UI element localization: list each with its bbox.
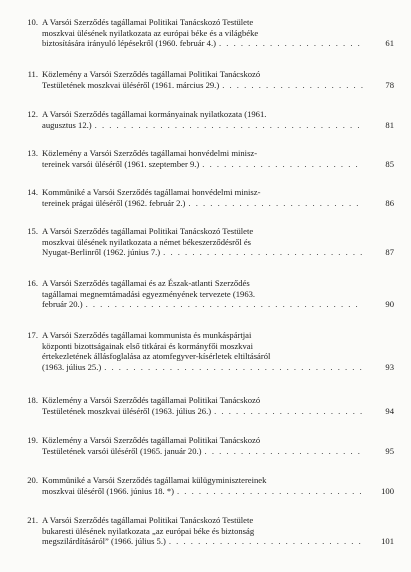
toc-entry bbox=[20, 475, 392, 496]
entry-title-line: Nyugat-Berlinről (1962. június 7.) bbox=[42, 247, 161, 258]
entry-title bbox=[42, 475, 392, 496]
entry-title bbox=[42, 395, 392, 416]
entry-title-line: Testületének moszkvai üléséről (1963. július 26.) bbox=[42, 405, 212, 416]
entry-title-line: Testületének varsói üléséről (1965. január 20.) bbox=[42, 445, 202, 456]
entry-title-line: tereinek prágai üléséről (1962. február 2.) bbox=[42, 197, 186, 208]
entry-last-line bbox=[42, 79, 394, 91]
entry-title-line: Kommüniké a Varsói Szerződés tagállamai honvédelmi minisz- bbox=[42, 187, 261, 197]
entry-title-line: értekezletének állásfoglalása az atomfegyver-kísérletek eltiltásáról bbox=[42, 351, 271, 362]
page-number: 87 bbox=[385, 247, 394, 258]
entry-title bbox=[42, 435, 392, 456]
entry-last-line bbox=[42, 158, 394, 170]
page-number: 86 bbox=[385, 197, 394, 208]
dot-leader bbox=[95, 120, 363, 131]
entry-number: 21. bbox=[27, 515, 38, 525]
page-number: 90 bbox=[385, 299, 394, 310]
entry-title-line: tagállamai megnemtámadási egyezményének tervezete (1963. bbox=[42, 288, 256, 299]
entry-last-line bbox=[42, 197, 394, 209]
page-number: 61 bbox=[385, 38, 394, 49]
dot-leader bbox=[177, 486, 363, 497]
entry-title bbox=[42, 17, 392, 49]
entry-title bbox=[42, 187, 392, 208]
entry-last-line bbox=[42, 247, 394, 258]
dot-leader bbox=[219, 38, 363, 49]
page-number: 101 bbox=[381, 536, 394, 547]
entry-last-line bbox=[42, 536, 394, 547]
entry-title-line: Közlemény a Varsói Szerződés tagállamai Politikai Tanácskozó bbox=[42, 69, 261, 79]
entry-title bbox=[42, 69, 392, 90]
toc-entry bbox=[20, 109, 392, 130]
entry-number: 20. bbox=[27, 475, 38, 485]
entry-last-line bbox=[42, 405, 394, 417]
entry-title-line: megszilárdításáról” (1966. július 5.) bbox=[42, 536, 166, 547]
entry-title-line: (1963. július 25.) bbox=[42, 361, 102, 372]
toc-entry bbox=[20, 226, 392, 258]
entry-number: 14. bbox=[27, 187, 38, 197]
entry-last-line bbox=[42, 445, 394, 457]
entry-title-line: A Varsói Szerződés tagállamai és az Észak-atlanti Szerződés bbox=[42, 278, 250, 288]
entry-number: 13. bbox=[27, 148, 38, 158]
entry-title-line: központi bizottságainak első titkárai és kormányfői moszkvai bbox=[42, 340, 253, 351]
entry-title bbox=[42, 515, 392, 547]
page-number: 94 bbox=[385, 405, 394, 416]
entry-title-line: tereinek varsói üléséről (1961. szeptember 9.) bbox=[42, 158, 200, 169]
dot-leader bbox=[222, 80, 363, 91]
dot-leader bbox=[214, 406, 363, 417]
toc-entry bbox=[20, 148, 392, 169]
toc-entry bbox=[20, 515, 392, 547]
page-number: 93 bbox=[385, 361, 394, 372]
page-number: 85 bbox=[385, 158, 394, 169]
entry-title-line: A Varsói Szerződés tagállamai Politikai Tanácskozó Testülete bbox=[42, 17, 254, 27]
entry-title bbox=[42, 278, 392, 310]
toc-entry bbox=[20, 395, 392, 416]
toc-entry bbox=[20, 187, 392, 208]
dot-leader bbox=[202, 159, 363, 170]
entry-title-line: február 20.) bbox=[42, 299, 83, 310]
entry-title bbox=[42, 148, 392, 169]
dot-leader bbox=[169, 536, 363, 547]
page-number: 100 bbox=[381, 485, 394, 496]
entry-number: 10. bbox=[27, 17, 38, 27]
entry-number: 19. bbox=[27, 435, 38, 445]
entry-number: 15. bbox=[27, 226, 38, 236]
entry-title-line: Közlemény a Varsói Szerződés tagállamai Politikai Tanácskozó bbox=[42, 435, 261, 445]
entry-title-line: A Varsói Szerződés tagállamai Politikai Tanácskozó Testülete bbox=[42, 226, 254, 236]
page-number: 81 bbox=[385, 119, 394, 130]
toc-entry bbox=[20, 330, 392, 372]
entry-number: 18. bbox=[27, 395, 38, 405]
entry-last-line bbox=[42, 119, 394, 131]
page-number: 95 bbox=[385, 445, 394, 456]
entry-title-line: augusztus 12.) bbox=[42, 119, 92, 130]
entry-title-line: Kommüniké a Varsói Szerződés tagállamai külügyminisztereinek bbox=[42, 475, 267, 485]
toc-entry bbox=[20, 278, 392, 310]
entry-last-line bbox=[42, 361, 394, 373]
dot-leader bbox=[86, 299, 363, 310]
entry-last-line bbox=[42, 299, 394, 310]
entry-last-line bbox=[42, 485, 394, 497]
dot-leader bbox=[104, 362, 363, 373]
entry-title bbox=[42, 109, 392, 130]
entry-title-line: moszkvai ülésének nyilatkozata a német békeszerződésről és bbox=[42, 236, 252, 247]
entry-title-line: A Varsói Szerződés tagállamai kommunista és munkáspártjai bbox=[42, 330, 252, 340]
toc-entry bbox=[20, 435, 392, 456]
entry-number: 12. bbox=[27, 109, 38, 119]
entry-title-line: bukaresti ülésének nyilatkozata „az európai béke és biztonság bbox=[42, 525, 255, 536]
entry-number: 11. bbox=[27, 69, 38, 79]
entry-title bbox=[42, 330, 392, 372]
entry-number: 16. bbox=[27, 278, 38, 288]
toc-entry bbox=[20, 69, 392, 90]
entry-title-line: moszkvai ülésének nyilatkozata az európai béke és a világbéke bbox=[42, 27, 259, 38]
entry-title bbox=[42, 226, 392, 258]
entry-title-line: Közlemény a Varsói Szerződés tagállamai honvédelmi minisz- bbox=[42, 148, 258, 158]
entry-last-line bbox=[42, 38, 394, 49]
dot-leader bbox=[188, 198, 363, 209]
entry-title-line: A Varsói Szerződés tagállamai Politikai Tanácskozó Testülete bbox=[42, 515, 254, 525]
entry-title-line: A Varsói Szerződés tagállamai kormányainak nyilatkozata (1961. bbox=[42, 109, 267, 119]
toc-entry bbox=[20, 17, 392, 49]
entry-title-line: moszkvai üléséről (1966. június 18. *) bbox=[42, 485, 174, 496]
entry-title-line: Testületének moszkvai üléséről (1961. március 29.) bbox=[42, 79, 220, 90]
page-number: 78 bbox=[385, 79, 394, 90]
entry-title-line: Közlemény a Varsói Szerződés tagállamai Politikai Tanácskozó bbox=[42, 395, 261, 405]
entry-title-line: biztosítására irányuló lépésekről (1960. február 4.) bbox=[42, 38, 216, 49]
dot-leader bbox=[163, 247, 363, 258]
dot-leader bbox=[205, 446, 363, 457]
entry-number: 17. bbox=[27, 330, 38, 340]
